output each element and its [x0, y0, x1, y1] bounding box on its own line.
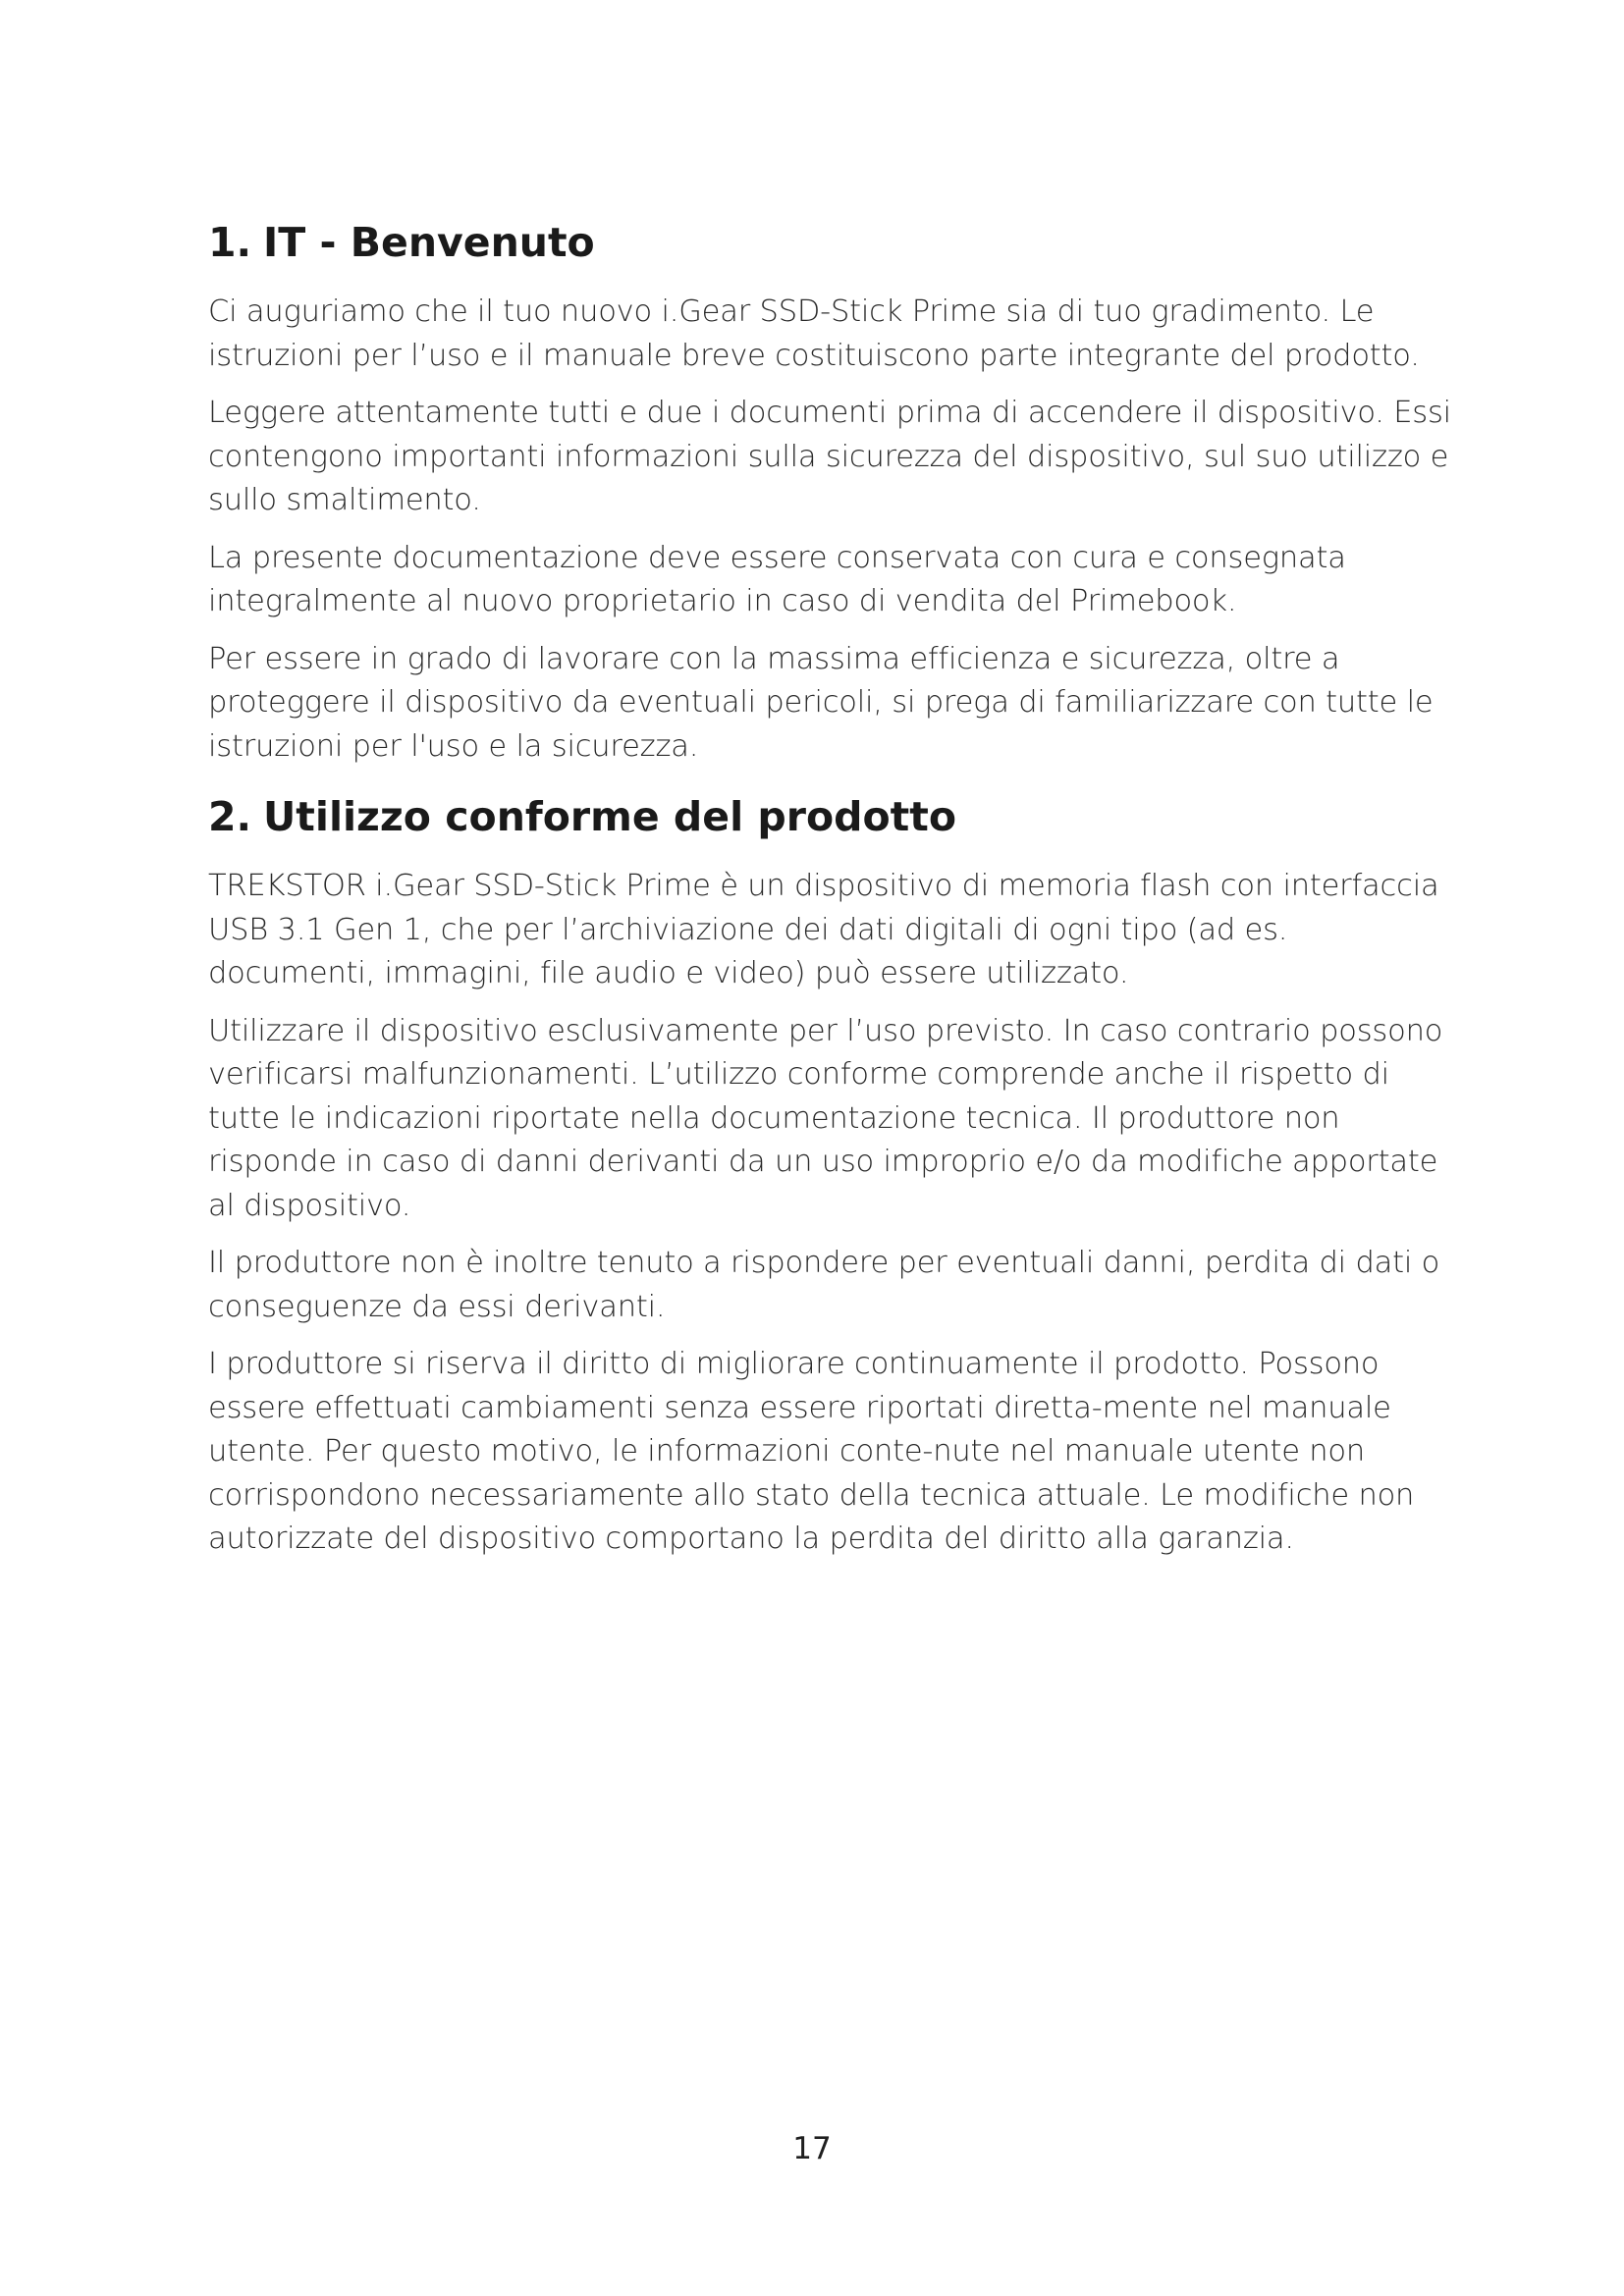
paragraph: Per essere in grado di lavorare con la massima efficienza e sicurezza, oltre a proteggere il dispositivo da eventuali pericoli, si prega di familiarizzare con tutte le istruzioni per l'uso e la sicurezza.	[208, 641, 1434, 764]
paragraph: Utilizzare il dispositivo esclusivamente per l’uso previsto. In caso contrario possono verificarsi malfunzionamenti. L’utilizzo conforme comprende anche il rispetto di tutte le indicazioni riportate nella documentazione tecnica. Il produttore non risponde in caso di danni derivanti da un uso improprio e/o da modifiche apportate al dispositivo.	[208, 1013, 1443, 1223]
section-intended-use	[208, 790, 1455, 1562]
section-number: 1.	[208, 219, 252, 266]
page-number: 17	[792, 2131, 832, 2166]
paragraph: TREKSTOR i.Gear SSD-Stick Prime è un dispositivo di memoria flash con interfaccia USB 3.1 Gen 1, che per l’archiviazione dei dati digitali di ogni tipo (ad es. documenti, immagini, file audio e video) può essere utilizzato.	[208, 869, 1439, 990]
page-content	[208, 216, 1455, 1583]
section-title: Utilizzo conforme del prodotto	[263, 793, 957, 840]
paragraph: Leggere attentamente tutti e due i documenti prima di accendere il dispositivo. Essi contengono importanti informazioni sulla sicurezza del dispositivo, sul suo utilizzo e sullo smaltimento.	[208, 396, 1451, 517]
paragraph: Ci auguriamo che il tuo nuovo i.Gear SSD-Stick Prime sia di tuo gradimento. Le istruzioni per l’uso e il manuale breve costituiscono parte integrante del prodotto.	[208, 294, 1420, 373]
section-number: 2.	[208, 793, 252, 840]
section-heading	[208, 790, 1455, 843]
paragraph: I produttore si riserva il diritto di migliorare continuamente il prodotto. Possono essere effettuati cambiamenti senza essere riportati diretta-mente nel manuale utente. Per questo motivo, le informazioni conte-nute nel manuale utente non corrispondono necessariamente allo stato della tecnica attuale. Le modifiche non autorizzate del dispositivo comportano la perdita del diritto alla garanzia.	[208, 1347, 1415, 1556]
paragraph: La presente documentazione deve essere conservata con cura e consegnata integralmente al nuovo proprietario in caso di vendita del Primebook.	[208, 540, 1346, 618]
paragraph: Il produttore non è inoltre tenuto a rispondere per eventuali danni, perdita di dati o conseguenze da essi derivanti.	[208, 1246, 1440, 1324]
section-welcome	[208, 216, 1455, 769]
section-title: IT - Benvenuto	[263, 219, 595, 266]
section-heading	[208, 216, 1455, 269]
